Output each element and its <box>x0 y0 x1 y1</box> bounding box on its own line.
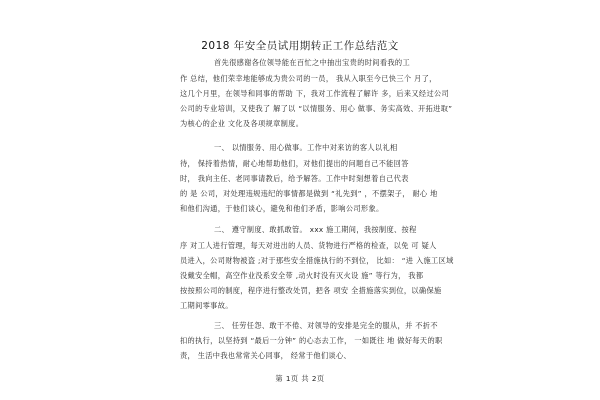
body-line: 和他们沟通，于他们谈心，避免和他们矛盾，影响公司形象。 <box>180 204 384 213</box>
body-line: 工期间零事故。 <box>180 301 233 310</box>
body-line: 按按照公司的制度，程序进行整改处罚，把各 项安 全措施落实到位，以确保施 <box>180 286 442 295</box>
page-number: 第 1页 共 2页 <box>275 374 325 383</box>
body-line: 扣的执行，以坚持到 “最后一分钟” 的心态去工作， 一如既往 地 做好每天的职 <box>180 336 443 345</box>
body-line: 员进入，公司财物被盗 ;对于那些安全措施执行的不到位， 比如： “进 入施工区域 <box>180 256 454 265</box>
body-line: 序 对工人进行管理，每天对进出的人员、货物进行严格的检查，以免 可 疑人 <box>180 241 437 250</box>
body-line: 首先很感谢各位领导能在百忙之中抽出宝贵的时间看我的工 <box>214 58 410 67</box>
body-line: 公司的专业培训，又使我了 解了以 “以情服务、用心 做事、务实高效、开拓进取” <box>180 104 453 113</box>
body-line: 这几个月里，在领导和同事的帮助 下，我对工作流程了解许 多，后来又经过公司 <box>180 89 450 98</box>
body-line: 待， 保持着热情，耐心地帮助他们，对他们提出的问题自己不能回答 <box>180 159 409 168</box>
document-title: 2018 年安全员试用期转正工作总结范文 <box>201 40 399 52</box>
body-line: 没戴安全帽，高空作业没系安全带 ,动火时没有灭火设 施” 等行为， 我都 <box>180 271 424 280</box>
body-line: 作 总结，他们荣幸地能够成为贵公司的一员， 我从入职至今已快三个 月了， <box>180 74 437 83</box>
body-line: 三、 任劳任怨、敢干不倦、对领导的安排是完全的服从，并 不折不 <box>214 321 438 330</box>
body-line: 时， 我向主任、老同事请教后，给予解答。工作中时刻想着自己代表 <box>180 174 409 183</box>
body-line: 为核心的企业 文化及各项规章制度。 <box>180 119 304 128</box>
body-line: 一、 以情服务、用心做事。工作中对来访的客人以礼相 <box>214 143 398 152</box>
body-line: 的 是 公司，对处理违规违纪的事情都是做到 “礼先到” ，不摆架子， 耐心 地 <box>180 189 438 198</box>
body-line: 责， 生活中我也常常关心同事， 经常于他们谈心、 <box>180 351 352 360</box>
body-line: 二、 遵守制度、敢抓敢管。 xxx 施工期间，我按制度、按程 <box>214 225 417 234</box>
